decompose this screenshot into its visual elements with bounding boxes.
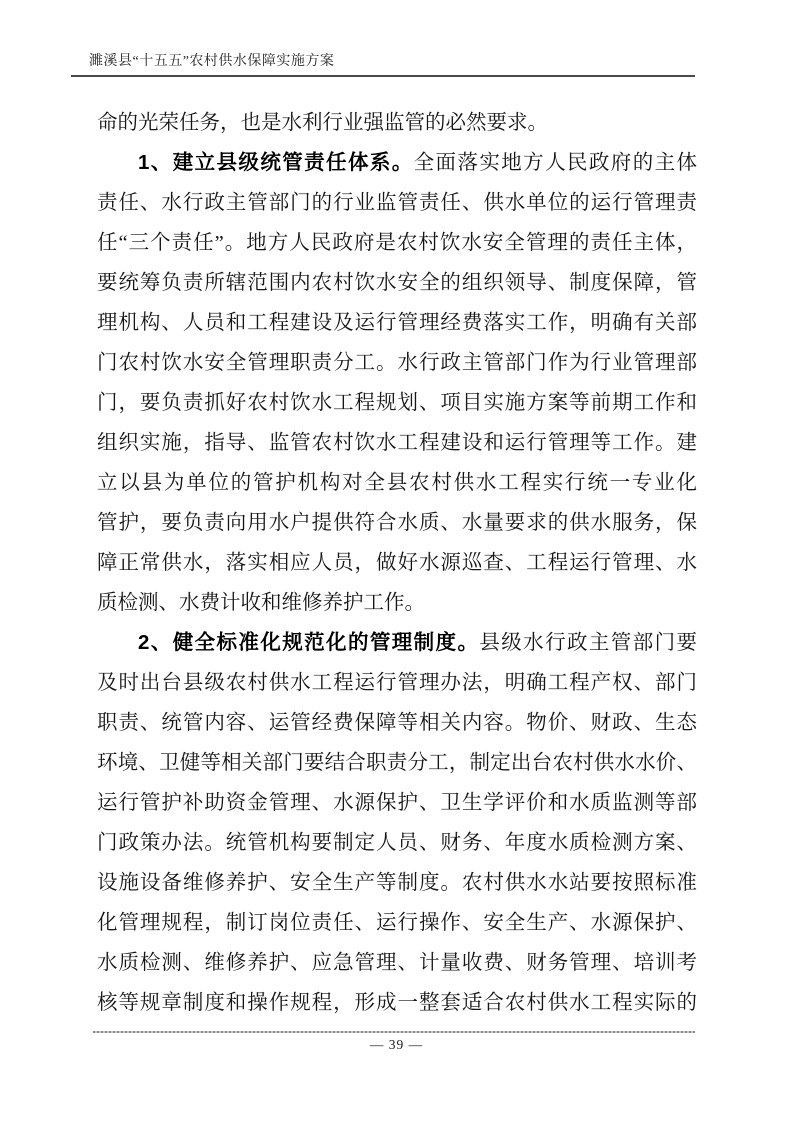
line-text: 化管理规程，制订岗位责任、运行操作、安全生产、水源保护、	[97, 912, 697, 934]
line-text: 水质检测、维修养护、应急管理、计量收费、财务管理、培训考	[97, 952, 697, 974]
text-line	[97, 663, 697, 703]
text-line	[97, 943, 697, 983]
text-line	[97, 903, 697, 943]
line-text: 设施设备维修养护、安全生产等制度。农村供水水站要按照标准	[97, 872, 697, 894]
line-text: 门政策办法。统管机构要制定人员、财务、年度水质检测方案、	[97, 832, 697, 854]
text-line	[97, 263, 697, 303]
line-text: 立以县为单位的管护机构对全县农村供水工程实行统一专业化	[97, 472, 697, 494]
text-line	[97, 823, 697, 863]
line-text: 及时出台县级农村供水工程运行管理办法，明确工程产权、部门	[97, 672, 697, 694]
line-text: 职责、统管内容、运管经费保障等相关内容。物价、财政、生态	[97, 712, 697, 734]
line-text: 障正常供水，落实相应人员，做好水源巡查、工程运行管理、水	[97, 552, 697, 574]
text-line	[97, 143, 697, 183]
text-line	[97, 183, 697, 223]
text-line	[97, 583, 697, 623]
text-line	[97, 543, 697, 583]
text-line	[97, 703, 697, 743]
text-line	[97, 223, 697, 263]
text-line	[97, 343, 697, 383]
text-line	[97, 383, 697, 423]
text-line	[97, 623, 697, 663]
line-text: 核等规章制度和操作规程，形成一整套适合农村供水工程实际的	[97, 992, 697, 1014]
text-line	[97, 303, 697, 343]
line-text: 理机构、人员和工程建设及运行管理经费落实工作，明确有关部	[97, 312, 697, 334]
line-text: 要统筹负责所辖范围内农村饮水安全的组织领导、制度保障，管	[97, 272, 697, 294]
line-text: 门，要负责抓好农村饮水工程规划、项目实施方案等前期工作和	[97, 392, 697, 414]
text-line	[97, 743, 697, 783]
text-line	[97, 503, 697, 543]
page-header	[71, 50, 695, 77]
line-text: 质检测、水费计收和维修养护工作。	[97, 592, 425, 614]
line-text: 全面落实地方人民政府的主体	[413, 152, 698, 174]
line-text: 命的光荣任务，也是水利行业强监管的必然要求。	[97, 112, 548, 134]
text-line	[97, 863, 697, 903]
line-text: 门农村饮水安全管理职责分工。水行政主管部门作为行业管理部	[97, 352, 697, 374]
footer-divider	[93, 1031, 695, 1033]
paragraph-lead: 1、建立县级统管责任体系。	[138, 151, 414, 174]
line-text: 任“三个责任”。地方人民政府是农村饮水安全管理的责任主体，	[97, 232, 697, 254]
line-text: 县级水行政主管部门要	[479, 632, 698, 654]
line-text: 管护，要负责向用水户提供符合水质、水量要求的供水服务，保	[97, 512, 697, 534]
document-body	[97, 103, 697, 1023]
text-line	[97, 463, 697, 503]
text-line	[97, 783, 697, 823]
paragraph-lead: 2、健全标准化规范化的管理制度。	[138, 631, 480, 654]
text-line	[97, 423, 697, 463]
page-number: — 39 —	[369, 1037, 424, 1052]
header-title: 濉溪县“十五五”农村供水保障实施方案	[89, 54, 335, 69]
line-text: 运行管护补助资金管理、水源保护、卫生学评价和水质监测等部	[97, 792, 697, 814]
text-line	[97, 983, 697, 1023]
line-text: 责任、水行政主管部门的行业监管责任、供水单位的运行管理责	[97, 192, 697, 214]
line-text: 组织实施，指导、监管农村饮水工程建设和运行管理等工作。建	[97, 432, 697, 454]
text-line	[97, 103, 697, 143]
line-text: 环境、卫健等相关部门要结合职责分工，制定出台农村供水水价、	[97, 752, 697, 774]
